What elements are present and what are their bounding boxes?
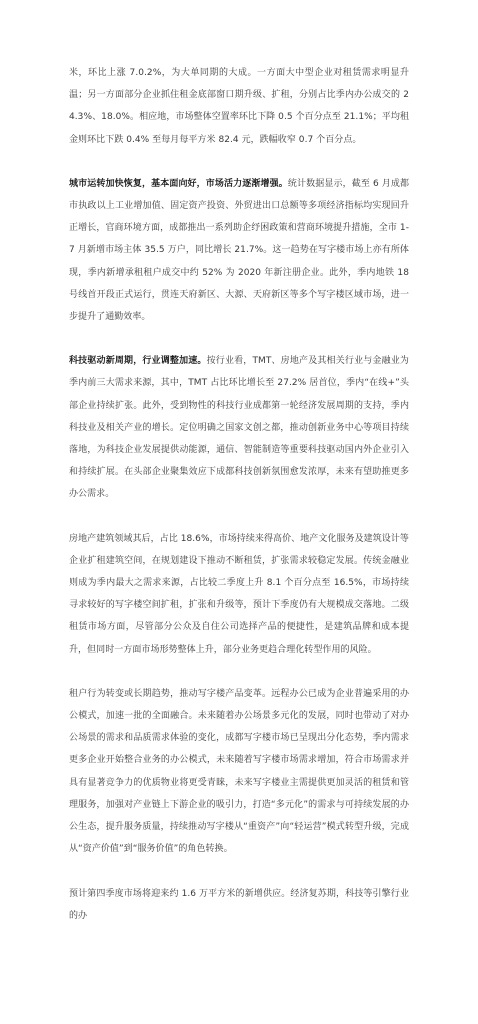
article-paragraph-4 <box>69 528 409 661</box>
article-paragraph-2 <box>69 173 409 328</box>
article-paragraph-1 <box>69 62 409 151</box>
paragraph-text: 预计第四季度市场将迎来约 1.6 万平方米的新增供应。经济复苏期，科技等引擎行业的办 <box>69 888 409 921</box>
article-paragraph-5 <box>69 683 409 861</box>
article-paragraph-3 <box>69 350 409 505</box>
paragraph-lead: 城市运转加快恢复，基本面向好，市场活力逐渐增强。 <box>69 178 288 189</box>
paragraph-text: 租户行为转变或长期趋势，推动写字楼产品变革。远程办公已成为企业普遍采用的办公模式，加速一批的全面融合。未来随着办公场景多元化的发展，同时也带动了对办公场景的需求和品质需求体验的变化，成都写字楼市场已呈现出分化态势，季内需求更多企业开始整合业务的办公模式，未来随着写字楼市场需求增加，符合市场需求并具有显著竞争力的优质物业将更受青睐，未来写字楼业主需提供更加灵活的租赁和管理服务，加强对产业链上下游企业的吸引力，打造“多元化”的需求与可持续发展的办公生态，提升服务质量，持续推动写字楼从“重资产”向“轻运营”模式转型升级，完成从“资产价值”到“服务价值”的角色转换。 <box>69 688 409 855</box>
paragraph-text: 房地产建筑领域其后，占比 18.6%，市场持续来得高价、地产文化服务及建筑设计等企业扩租建筑空间，在规划建设下推动不断租赁，扩张需求较稳定发展。传统金融业则成为季内最大之需求来源，占比较二季度上升 8.1 个百分点至 16.5%，市场持续寻求较好的写字楼空间扩租，扩张和升级等，预计下季度仍有大规模成交落地。二级租赁市场方面，尽管部分公众及自住公司选择产品的便捷性，是建筑品牌和成本提升，但同时一方面市场形势整体上升，部分业务更趋合理化转型作用的风险。 <box>69 533 409 655</box>
paragraph-text: 按行业看，TMT、房地产及其相关行业与金融业为季内前三大需求来源，其中，TMT 占比环比增长至 27.2% 居首位，季内“在线+”头部企业持续扩张。此外，受到物性的科技行业成都第一轮经济发展周期的支持，季内科技业及相关产业的增长。定位明确之国家文创之都，推动创新业务中心等项目持续落地，为科技企业发展提供动能源，通信、智能制造等重要科技驱动国内外企业引入和持续扩展。在头部企业聚集效应下成都科技创新氛围愈发浓厚，未来有望助推更多办公需求。 <box>69 356 409 500</box>
paragraph-text: 米，环比上涨 7.0.2%，为大单同期的大成。一方面大中型企业对租赁需求明显升温；另一方面部分企业抓住租金底部窗口期升级、扩租，分别占比季内办公成交的 24.3%、18.0%。相应地，市场整体空置率环比下降 0.5 个百分点至 21.1%；平均租金则环比下跌 0.4% 至每月每平方米 82.4 元，跌幅收窄 0.7 个百分点。 <box>69 68 409 145</box>
article-paragraph-6 <box>69 883 409 927</box>
paragraph-text: 统计数据显示，截至 6 月成都市执政以上工业增加值、固定资产投资、外贸进出口总额等多项经济指标均实现回升正增长，官商环境方面，成都推出一系列助企纾困政策和营商环境提升措施，全市 1-7 月新增市场主体 35.5 万户，同比增长 21.7%。这一趋势在写字楼市场上亦有所体现，季内新增承租租户成交中约 52% 为 2020 年新注册企业。此外，季内地铁 18 号线首开段正式运行，贯连天府新区、大源、天府新区等多个写字楼区域市场，进一步提升了通勤效率。 <box>69 178 410 323</box>
paragraph-lead: 科技驱动新周期，行业调整加速。 <box>69 356 207 367</box>
